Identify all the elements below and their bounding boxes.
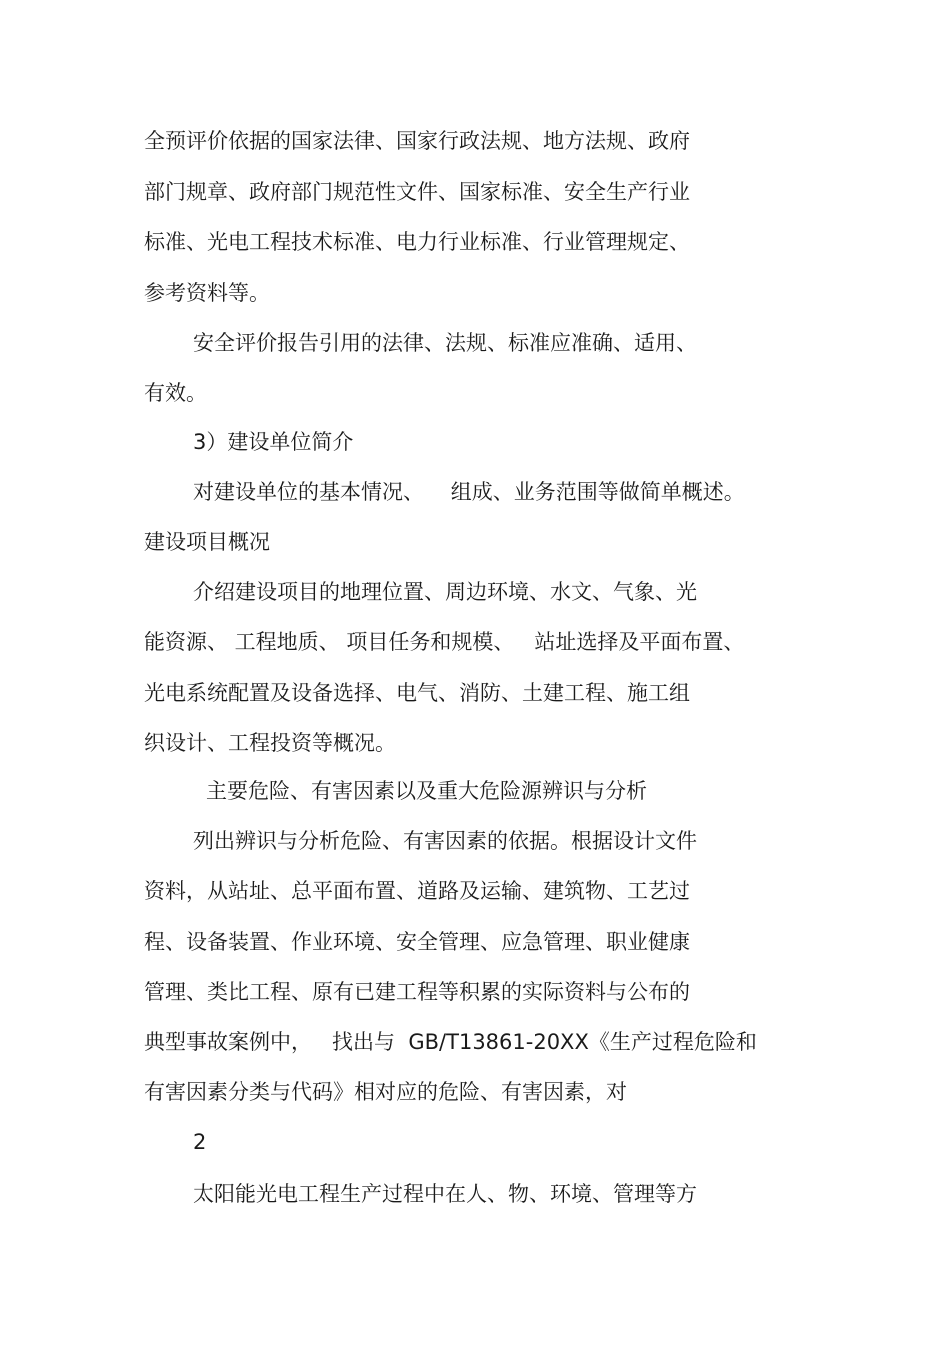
text-line-5: 安全评价报告引用的法律、法规、标准应准确、适用、 (193, 331, 697, 355)
section-heading-3: 3）建设单位简介 (193, 430, 354, 454)
page-number: 2 (193, 1130, 207, 1154)
text-line-13: 织设计、工程投资等概况。 (144, 731, 396, 755)
section-heading-project: 建设项目概况 (144, 530, 270, 554)
text-line-8: 对建设单位的基本情况、 组成、业务范围等做简单概述。 (193, 480, 745, 504)
text-line-4: 参考资料等。 (144, 281, 270, 305)
text-line-16: 资料，从站址、总平面布置、道路及运输、建筑物、工艺过 (144, 879, 690, 903)
text-line-10: 介绍建设项目的地理位置、周边环境、水文、气象、光 (193, 580, 697, 604)
text-line-19: 典型事故案例中， 找出与 GB/T13861-20XX《生产过程危险和 (144, 1030, 757, 1054)
text-line-22: 太阳能光电工程生产过程中在人、物、环境、管理等方 (193, 1182, 697, 1206)
section-heading-hazards: 主要危险、有害因素以及重大危险源辨识与分析 (206, 779, 647, 803)
text-line-1: 全预评价依据的国家法律、国家行政法规、地方法规、政府 (144, 129, 690, 153)
text-line-11: 能资源、 工程地质、 项目任务和规模、 站址选择及平面布置、 (144, 630, 745, 654)
text-line-12: 光电系统配置及设备选择、电气、消防、土建工程、施工组 (144, 681, 690, 705)
text-line-6: 有效。 (144, 381, 207, 405)
text-line-3: 标准、光电工程技术标准、电力行业标准、行业管理规定、 (144, 230, 690, 254)
text-line-17: 程、设备装置、作业环境、安全管理、应急管理、职业健康 (144, 930, 690, 954)
text-line-15: 列出辨识与分析危险、有害因素的依据。根据设计文件 (193, 829, 697, 853)
text-line-18: 管理、类比工程、原有已建工程等积累的实际资料与公布的 (144, 980, 690, 1004)
text-line-20: 有害因素分类与代码》相对应的危险、有害因素，对 (144, 1080, 627, 1104)
text-line-2: 部门规章、政府部门规范性文件、国家标准、安全生产行业 (144, 180, 690, 204)
